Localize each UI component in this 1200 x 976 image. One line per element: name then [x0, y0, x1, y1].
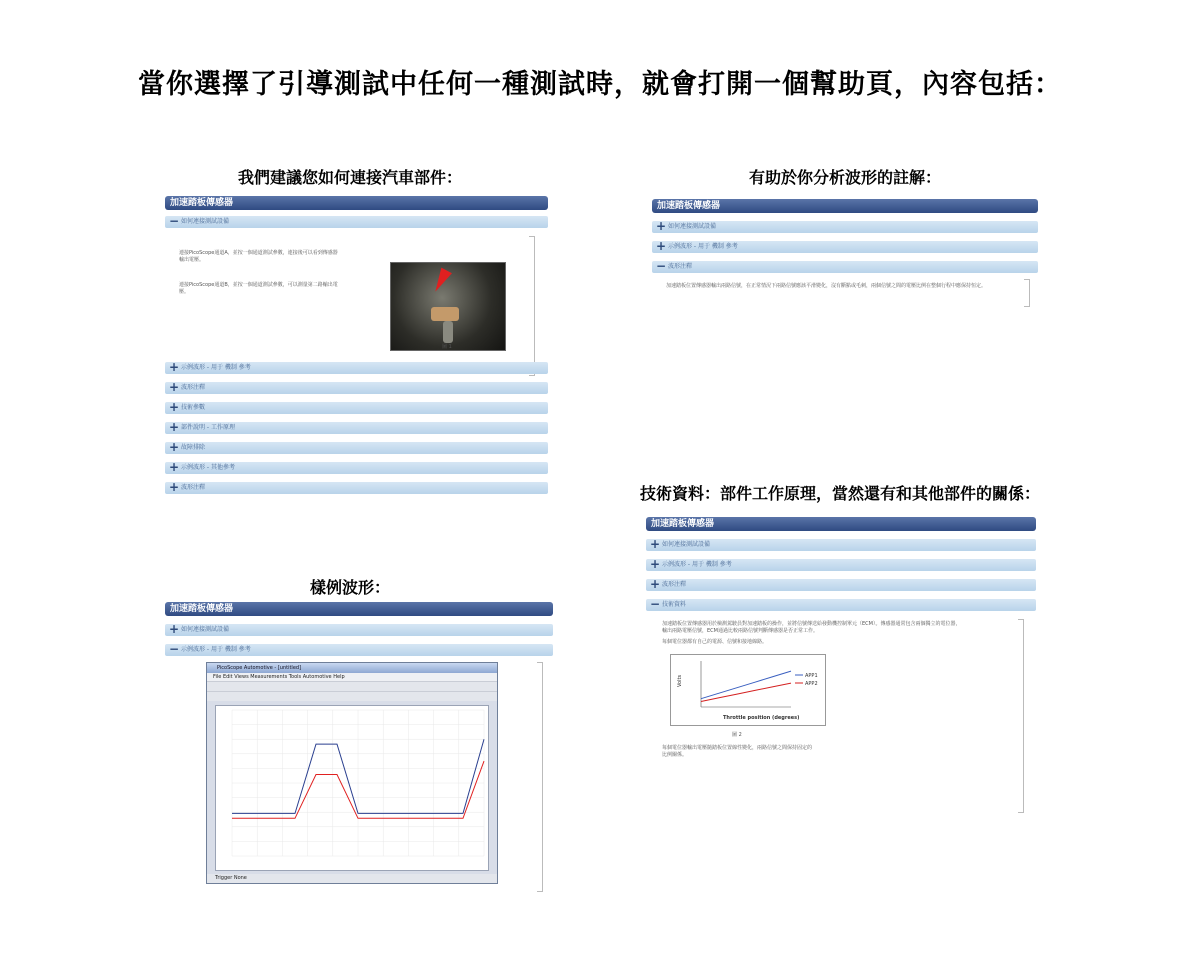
- accordion-label: 技術參數: [181, 404, 206, 411]
- scope-plot: [215, 705, 489, 871]
- scope-status-bar: Trigger None: [207, 874, 497, 883]
- caption-sample: 樣例波形：: [309, 578, 390, 597]
- accordion-item[interactable]: [646, 559, 1036, 571]
- scope-window-title: PicoScope Automotive - [untitled]: [207, 663, 497, 673]
- plus-icon: +: [650, 579, 661, 591]
- accordion-label: 如何連接測試設備: [668, 223, 717, 230]
- panel-title: 加速踏板傳感器: [646, 517, 1036, 531]
- accordion-label: 示例波形 - 其他參考: [181, 464, 235, 471]
- legend-label: APP1: [805, 673, 818, 679]
- accordion-item-open[interactable]: [646, 599, 1036, 611]
- accordion-item[interactable]: [652, 241, 1038, 253]
- caption-notes: 有助於你分析波形的註解：: [748, 168, 941, 187]
- photo-caption: 圖 1: [442, 344, 452, 350]
- accordion-item[interactable]: [165, 482, 548, 494]
- plus-icon: +: [169, 462, 180, 474]
- scope-waveform: [216, 706, 488, 870]
- body-text-1: 連接PicoScope通道A，並按一個通道測試參數，連接後可以看到傳感器輸出電壓。: [179, 250, 338, 263]
- accordion-list: [652, 221, 1038, 273]
- accordion-item[interactable]: [165, 402, 548, 414]
- plus-icon: −: [169, 644, 180, 656]
- minus-icon: −: [169, 216, 180, 228]
- plus-icon: +: [169, 382, 180, 394]
- plus-icon: +: [650, 559, 661, 571]
- main-title: 當你選擇了引導測試中任何一種測試時，就會打開一個幫助頁，內容包括：: [138, 69, 1062, 100]
- accordion-label: 示例波形 - 用于 機制 參考: [181, 364, 251, 371]
- x-axis-label: Throttle position (degrees): [723, 715, 800, 721]
- series-line-APP2: [701, 683, 791, 701]
- tech-chart-svg: [671, 655, 825, 725]
- tech-chart: [670, 654, 826, 726]
- help-panel-sample: [165, 602, 553, 656]
- tech-text: 加速踏板位置傳感器用於檢測駕駛員對加速踏板的操作，並將信號傳送給發動機控制單元（ECM）。傳感器通常包含兩個獨立的電位器，輸出兩路電壓信號，ECM通過比較兩路信號判斷傳感器是否正常工作。: [662, 621, 961, 634]
- accordion-list: [165, 624, 553, 656]
- plus-icon: −: [656, 261, 667, 273]
- plus-icon: +: [656, 241, 667, 253]
- panel-title: 加速踏板傳感器: [165, 602, 553, 616]
- accordion-list: [646, 539, 1036, 591]
- panel-title: 加速踏板傳感器: [165, 196, 548, 210]
- accordion-item[interactable]: [646, 579, 1036, 591]
- notes-text: 加速踏板位置傳感器輸出兩路信號，在正常情況下兩路信號應該平滑變化，沒有斷點或毛刺，兩個信號之間的電壓比例在整個行程中應保持恒定。: [666, 283, 987, 289]
- accordion-label: 如何連接測試設備: [181, 218, 230, 225]
- accordion-label: 示例波形 - 用于 機制 參考: [181, 646, 251, 653]
- accordion-label: 如何連接測試設備: [662, 541, 711, 548]
- fig-caption: 圖 2: [732, 732, 742, 738]
- plus-icon: +: [169, 422, 180, 434]
- legend-label: APP2: [805, 681, 818, 687]
- help-panel-notes: [652, 199, 1038, 290]
- accordion-item[interactable]: [165, 462, 548, 474]
- accordion-label: 波形注釋: [662, 581, 687, 588]
- accordion-item[interactable]: [165, 362, 548, 374]
- panel-body: [165, 228, 548, 354]
- accordion-item[interactable]: [646, 539, 1036, 551]
- plus-icon: +: [169, 362, 180, 374]
- caption-connect: 我們建議您如何連接汽車部件：: [237, 168, 462, 187]
- accordion-item-open[interactable]: [165, 216, 548, 228]
- accordion-item[interactable]: [165, 624, 553, 636]
- accordion-item[interactable]: [165, 422, 548, 434]
- plus-icon: +: [169, 482, 180, 494]
- accordion-label: 部件說明 - 工作原理: [181, 424, 235, 431]
- plus-icon: +: [650, 539, 661, 551]
- scope-menu-bar[interactable]: File Edit Views Measurements Tools Automotive Help: [207, 673, 497, 681]
- accordion-label: 技術資料: [662, 601, 687, 608]
- accordion-label: 波形注釋: [181, 484, 206, 491]
- plus-icon: +: [169, 624, 180, 636]
- connection-photo: [390, 262, 506, 351]
- help-panel-tech: [646, 517, 1036, 759]
- plus-icon: +: [169, 402, 180, 414]
- accordion-label: 波形注釋: [668, 263, 693, 270]
- tech-text-2: 每個電位器都有自己的電源、信號和接地線路。: [662, 639, 768, 645]
- accordion-label: 如何連接測試設備: [181, 626, 230, 633]
- accordion-label: 示例波形 - 用于 機制 參考: [662, 561, 732, 568]
- plus-icon: +: [656, 221, 667, 233]
- minus-icon: −: [650, 599, 661, 611]
- accordion-list: [165, 362, 548, 494]
- accordion-item[interactable]: [165, 644, 553, 656]
- help-panel-connect: [165, 196, 548, 494]
- accordion-item[interactable]: [165, 442, 548, 454]
- panel-title: 加速踏板傳感器: [652, 199, 1038, 213]
- y-axis-label: Volts: [677, 674, 683, 687]
- plus-icon: +: [169, 442, 180, 454]
- accordion-label: 示例波形 - 用于 機制 參考: [668, 243, 738, 250]
- accordion-item[interactable]: [652, 221, 1038, 233]
- scope-toolbar[interactable]: [207, 681, 497, 691]
- tech-after-text: 每個電位器輸出電壓隨踏板位置線性變化，兩路信號之間保持固定的比例關係。: [662, 745, 813, 758]
- accordion-item[interactable]: [652, 261, 1038, 273]
- series-line-APP1: [701, 671, 791, 699]
- caption-tech: 技術資料：部件工作原理，當然還有和其他部件的關係：: [639, 484, 1040, 503]
- accordion-label: 波形注釋: [181, 384, 206, 391]
- scope-toolbar-2[interactable]: [207, 691, 497, 701]
- body-text-2: 連接PicoScope通道B，並按一個通道測試參數，可以測量第二路輸出電壓。: [179, 282, 338, 295]
- accordion-label: 故障排除: [181, 444, 206, 451]
- accordion-item[interactable]: [165, 382, 548, 394]
- picoscope-window: [206, 662, 498, 884]
